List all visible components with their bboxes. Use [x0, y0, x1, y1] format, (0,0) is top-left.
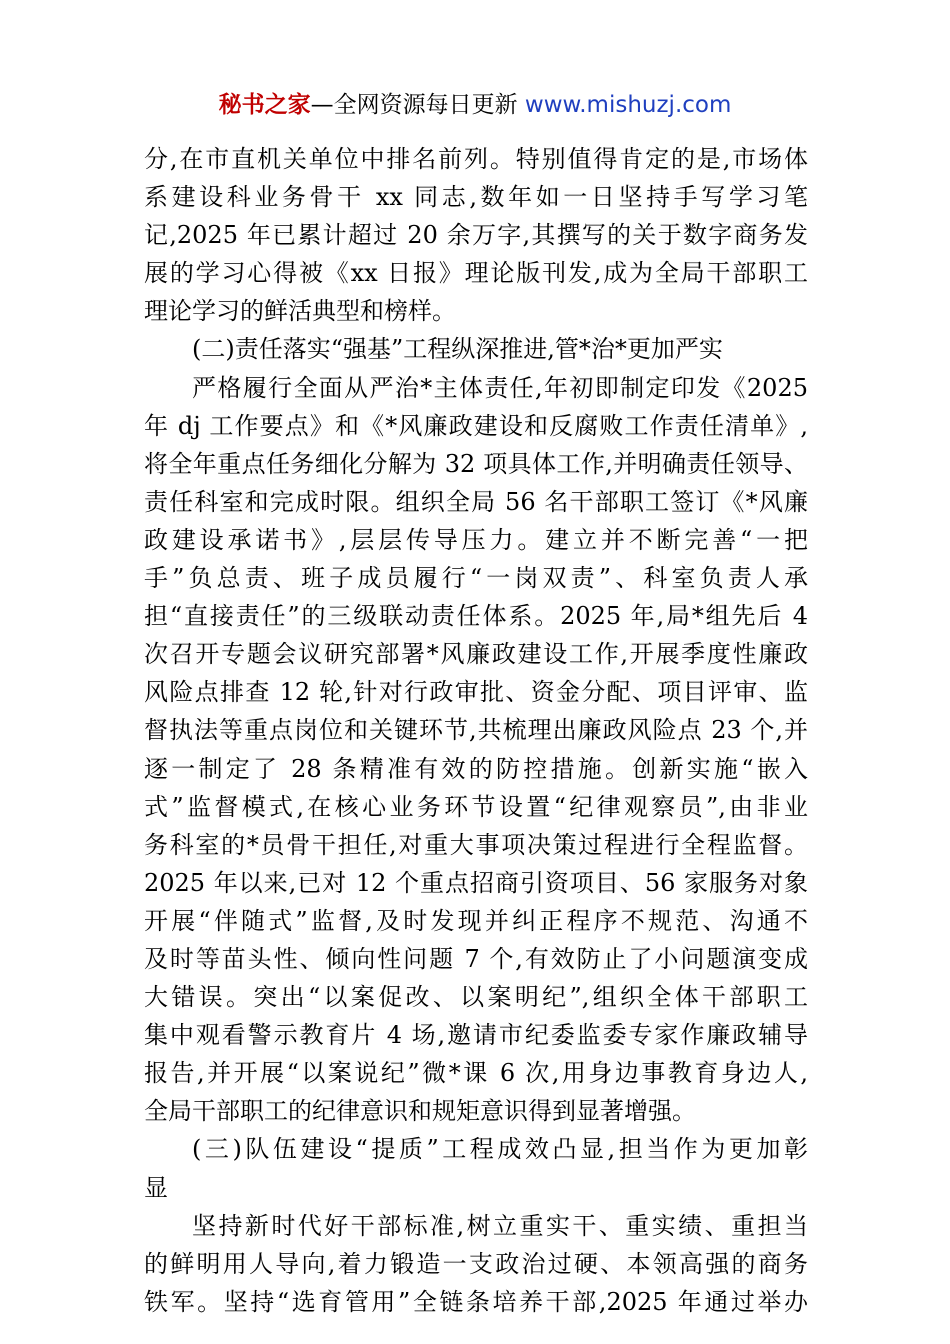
text-line: 年 dj 工作要点》和《*风廉政建设和反腐败工作责任清单》, — [144, 411, 808, 440]
text-line: 风险点排查 12 轮,针对行政审批、资金分配、项目评审、监 — [144, 678, 808, 707]
text-line: 全局干部职工的纪律意识和规矩意识得到显著增强。 — [144, 1097, 696, 1126]
text-line: 记,2025 年已累计超过 20 余万字,其撰写的关于数字商务发 — [144, 221, 808, 250]
text-line: 手”负总责、班子成员履行“一岗双责”、科室负责人承 — [144, 564, 808, 593]
document-body — [144, 140, 808, 1321]
text-line: 铁军。坚持“选育管用”全链条培养干部,2025 年通过举办 — [144, 1287, 808, 1316]
text-line: 督执法等重点岗位和关键环节,共梳理出廉政风险点 23 个,并 — [144, 716, 808, 745]
site-header — [0, 88, 950, 122]
site-brand: 秘书之家 — [218, 92, 311, 118]
text-line: 逐一制定了 28 条精准有效的防控措施。创新实施“嵌入 — [144, 754, 808, 783]
text-line: 次召开专题会议研究部署*风廉政建设工作,开展季度性廉政 — [144, 640, 808, 669]
text-line: (二)责任落实“强基”工程纵深推进,管*治*更加严实 — [192, 335, 723, 364]
text-line: 将全年重点任务细化分解为 32 项具体工作,并明确责任领导、 — [144, 449, 808, 478]
text-line: 担“直接责任”的三级联动责任体系。2025 年,局*组先后 4 — [144, 602, 808, 631]
text-line: 的鲜明用人导向,着力锻造一支政治过硬、本领高强的商务 — [144, 1249, 808, 1278]
text-line: 严格履行全面从严治*主体责任,年初即制定印发《2025 — [192, 373, 808, 402]
site-url-link[interactable]: www.mishuzj.com — [524, 92, 732, 118]
text-line: 政建设承诺书》,层层传导压力。建立并不断完善“一把 — [144, 525, 808, 554]
text-line: 理论学习的鲜活典型和榜样。 — [144, 297, 456, 326]
text-line: 2025 年以来,已对 12 个重点招商引资项目、56 家服务对象 — [144, 868, 808, 897]
text-line: 开展“伴随式”监督,及时发现并纠正程序不规范、沟通不 — [144, 906, 808, 935]
text-line: 及时等苗头性、倾向性问题 7 个,有效防止了小问题演变成 — [144, 944, 808, 973]
site-slogan: 全网资源每日更新 — [333, 92, 525, 118]
text-line: 分,在市直机关单位中排名前列。特别值得肯定的是,市场体 — [144, 145, 808, 173]
text-line: 务科室的*员骨干担任,对重大事项决策过程进行全程监督。 — [144, 830, 808, 859]
text-line: 系建设科业务骨干 xx 同志,数年如一日坚持手写学习笔 — [144, 183, 808, 212]
text-line: 展的学习心得被《xx 日报》理论版刊发,成为全局干部职工 — [144, 259, 808, 288]
header-dash: — — [310, 92, 334, 118]
text-line: 坚持新时代好干部标准,树立重实干、重实绩、重担当 — [192, 1211, 808, 1240]
text-line: 大错误。突出“以案促改、以案明纪”,组织全体干部职工 — [144, 983, 808, 1012]
text-line: 式”监督模式,在核心业务环节设置“纪律观察员”,由非业 — [144, 792, 808, 821]
text-line: 集中观看警示教育片 4 场,邀请市纪委监委专家作廉政辅导 — [144, 1021, 808, 1050]
text-line: 显 — [144, 1173, 168, 1202]
text-line: 报告,并开展“以案说纪”微*课 6 次,用身边事教育身边人, — [144, 1059, 808, 1088]
text-line: 责任科室和完成时限。组织全局 56 名干部职工签订《*风廉 — [144, 487, 808, 516]
text-line: (三)队伍建设“提质”工程成效凸显,担当作为更加彰 — [192, 1135, 808, 1164]
